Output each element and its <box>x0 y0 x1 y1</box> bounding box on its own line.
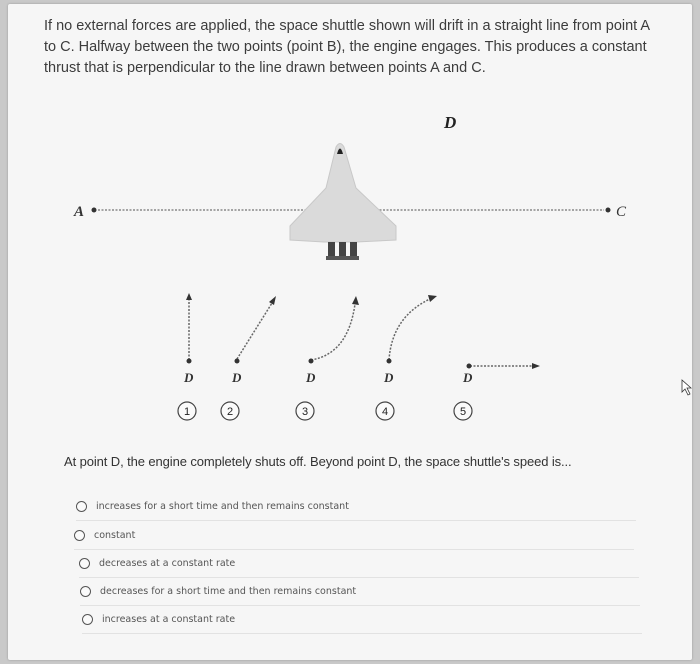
radio-button[interactable] <box>82 614 93 625</box>
label-c: C <box>616 204 627 220</box>
path-option-5 <box>467 363 541 369</box>
path-5-d-label: D <box>463 370 473 385</box>
option-constant[interactable] <box>74 521 634 550</box>
svg-text:2: 2 <box>226 406 234 418</box>
choice-number-3 <box>296 402 314 420</box>
path-option-2 <box>235 296 277 364</box>
option-label: increases for a short time and then remains constant <box>96 500 349 512</box>
radio-button[interactable] <box>76 501 87 512</box>
space-shuttle <box>290 144 396 261</box>
svg-text:1: 1 <box>183 406 191 418</box>
option-label: constant <box>94 529 136 541</box>
point-a-dot <box>92 208 97 213</box>
option-label: decreases at a constant rate <box>99 557 236 569</box>
option-decreases-then-constant[interactable] <box>80 577 640 606</box>
choice-number-1 <box>178 402 196 420</box>
path-option-4 <box>387 295 438 364</box>
option-label: decreases for a short time and then remains constant <box>100 585 357 597</box>
radio-button[interactable] <box>79 558 90 569</box>
option-label: increases at a constant rate <box>102 613 236 625</box>
path-1-d-label: D <box>184 370 194 385</box>
path-3-d-label: D <box>306 370 316 385</box>
svg-text:5: 5 <box>459 406 467 418</box>
point-c-dot <box>606 208 611 213</box>
choice-number-4 <box>376 402 394 420</box>
path-option-3 <box>309 296 360 364</box>
path-4-d-label: D <box>384 370 394 385</box>
question-text: If no external forces are applied, the space shuttle shown will drift in a straight line from point A to C. Halfway between the two points (point B), the engine engages. This produces a constant thrust that is perpendicular to the line drawn between points A and C. <box>44 18 650 76</box>
label-a: A <box>74 204 85 220</box>
subquestion-text: At point D, the engine completely shuts off. Beyond point D, the space shuttle's speed is... <box>64 454 572 469</box>
shuttle-diagram <box>8 4 692 454</box>
choice-number-5 <box>454 402 472 420</box>
path-option-1 <box>186 293 192 364</box>
label-d-top: D <box>444 113 457 132</box>
svg-text:3: 3 <box>301 406 309 418</box>
radio-button[interactable] <box>74 530 85 541</box>
mouse-cursor-icon <box>682 380 691 395</box>
choice-number-2 <box>221 402 239 420</box>
option-increases-then-constant[interactable] <box>76 492 636 521</box>
option-decreases-constant-rate[interactable] <box>79 549 639 578</box>
radio-button[interactable] <box>80 586 91 597</box>
question-card <box>8 4 692 660</box>
option-increases-constant-rate[interactable] <box>82 605 642 634</box>
svg-text:4: 4 <box>381 406 389 418</box>
path-2-d-label: D <box>232 370 242 385</box>
